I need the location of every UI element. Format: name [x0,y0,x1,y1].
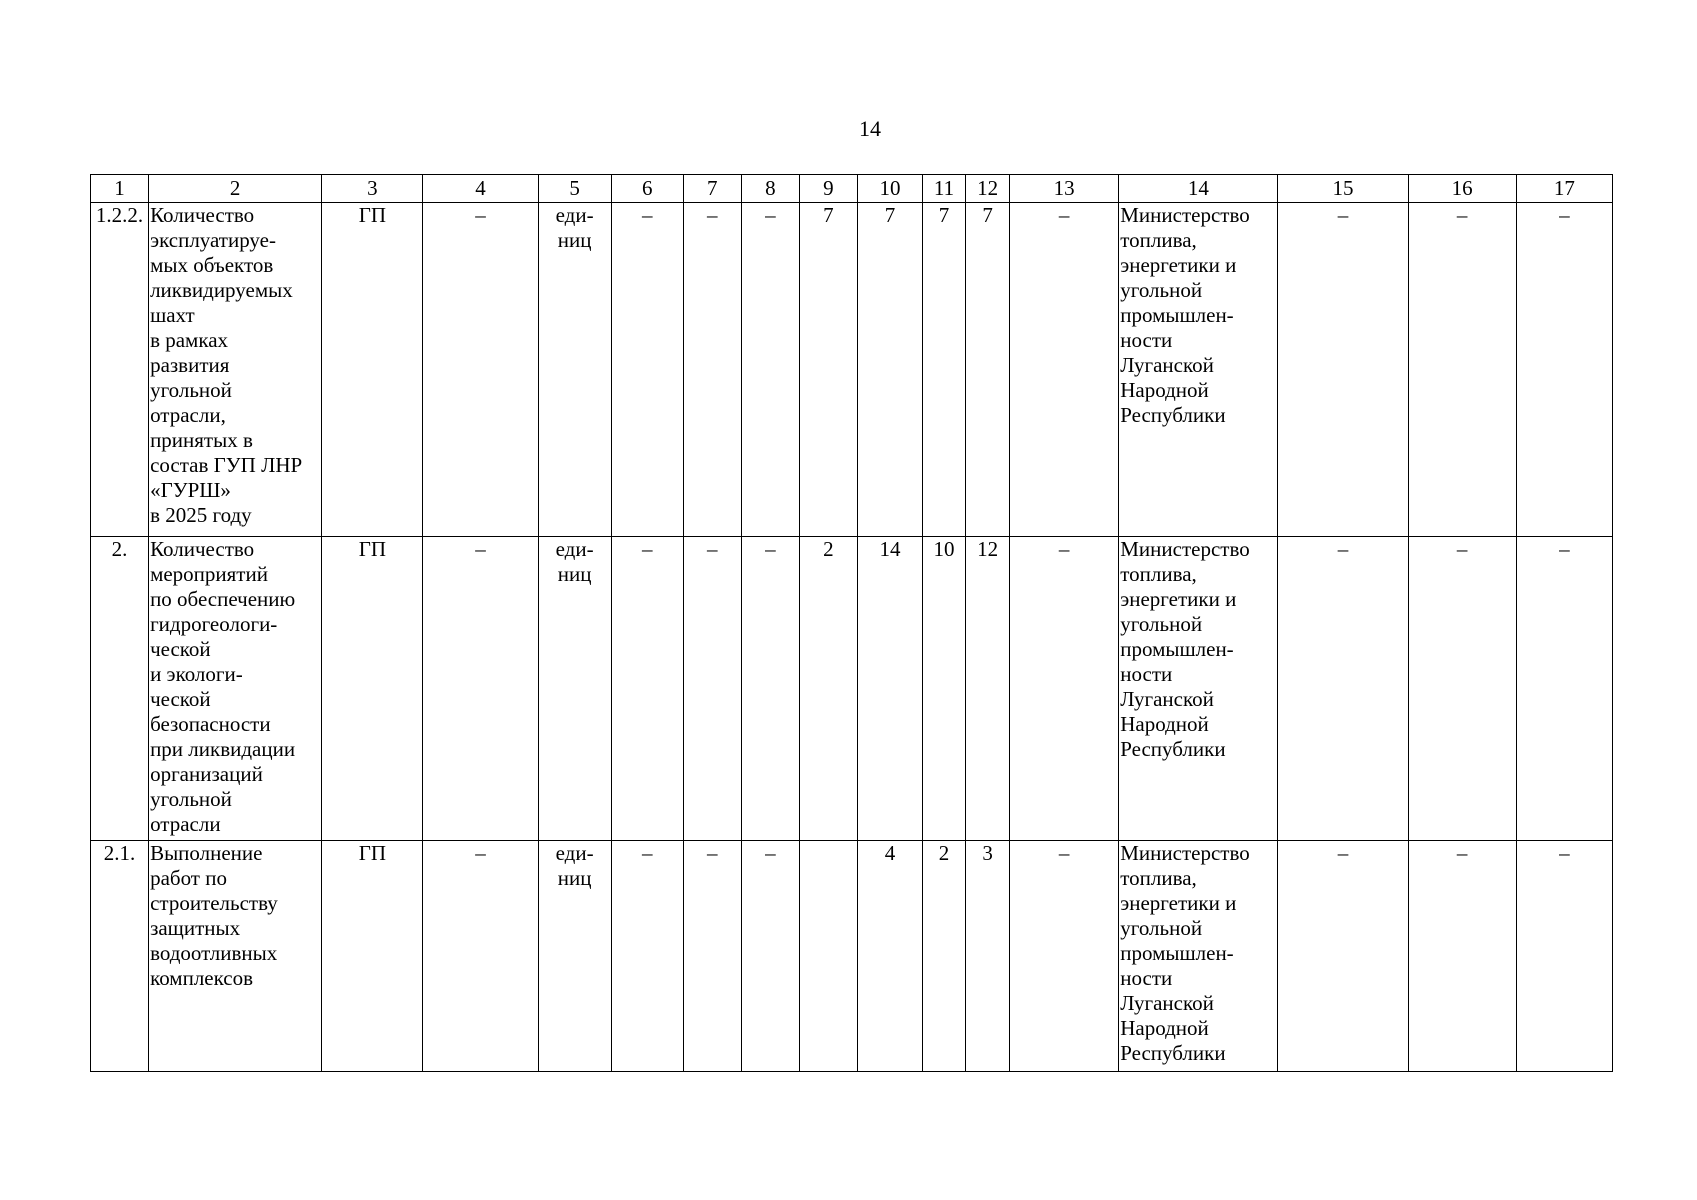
indicator-name: Количество мероприятий по обеспечению гидрогеологи- ческой и экологи- ческой безопасности при ликвидации организаций угольной отрасли [149,537,322,841]
cell-value: – [1010,841,1119,1072]
page-number: 14 [859,116,881,141]
column-number: 13 [1010,175,1119,203]
cell-value: – [741,537,799,841]
unit-of-measure: еди- ниц [538,841,611,1072]
column-number: 9 [799,175,857,203]
cell-value: – [1278,841,1408,1072]
cell-value: 3 [966,841,1010,1072]
column-number: 5 [538,175,611,203]
cell-value: – [1408,203,1516,537]
cell-value: – [683,841,741,1072]
cell-value: – [611,203,683,537]
cell-value: 10 [923,537,966,841]
column-number: 2 [149,175,322,203]
column-number: 11 [923,175,966,203]
responsible-body: Министерство топлива, энергетики и угольной промышлен- ности Луганской Народной Республики [1119,537,1278,841]
cell-value: – [1516,841,1612,1072]
column-number: 1 [91,175,149,203]
indicator-type: ГП [322,203,423,537]
column-number: 16 [1408,175,1516,203]
unit-of-measure: еди- ниц [538,537,611,841]
cell-value [799,841,857,1072]
cell-value: – [683,203,741,537]
cell-value: – [423,537,538,841]
column-number: 7 [683,175,741,203]
responsible-body: Министерство топлива, энергетики и угольной промышлен- ности Луганской Народной Республики [1119,203,1278,537]
table-row [91,537,1613,841]
cell-value: – [1408,841,1516,1072]
cell-value: – [1408,537,1516,841]
row-number: 1.2.2. [91,203,149,537]
column-number: 17 [1516,175,1612,203]
cell-value: – [1010,203,1119,537]
table-row [91,203,1613,537]
cell-value: 7 [923,203,966,537]
cell-value: – [611,841,683,1072]
cell-value: – [1516,537,1612,841]
cell-value: – [611,537,683,841]
column-number: 14 [1119,175,1278,203]
row-number: 2. [91,537,149,841]
indicators-table [90,174,1613,1072]
cell-value: 7 [966,203,1010,537]
cell-value: 14 [857,537,922,841]
column-number: 6 [611,175,683,203]
cell-value: 7 [799,203,857,537]
column-number: 12 [966,175,1010,203]
cell-value: – [1516,203,1612,537]
indicator-type: ГП [322,841,423,1072]
indicator-name: Количество эксплуатируе- мых объектов ликвидируемых шахт в рамках развития угольной отрасли, принятых в состав ГУП ЛНР «ГУРШ» в 2025 году [149,203,322,537]
cell-value: 4 [857,841,922,1072]
row-number: 2.1. [91,841,149,1072]
column-number: 3 [322,175,423,203]
column-number: 8 [741,175,799,203]
indicator-name: Выполнение работ по строительству защитных водоотливных комплексов [149,841,322,1072]
column-number: 15 [1278,175,1408,203]
indicator-type: ГП [322,537,423,841]
cell-value: – [1278,203,1408,537]
unit-of-measure: еди- ниц [538,203,611,537]
cell-value: – [423,203,538,537]
cell-value: – [741,841,799,1072]
cell-value: – [1278,537,1408,841]
table-row [91,841,1613,1072]
cell-value: 7 [857,203,922,537]
cell-value: 2 [799,537,857,841]
column-number: 10 [857,175,922,203]
cell-value: – [1010,537,1119,841]
cell-value: – [683,537,741,841]
responsible-body: Министерство топлива, энергетики и угольной промышлен- ности Луганской Народной Республики [1119,841,1278,1072]
cell-value: 12 [966,537,1010,841]
cell-value: – [741,203,799,537]
cell-value: – [423,841,538,1072]
column-number: 4 [423,175,538,203]
column-number-row [91,175,1613,203]
cell-value: 2 [923,841,966,1072]
